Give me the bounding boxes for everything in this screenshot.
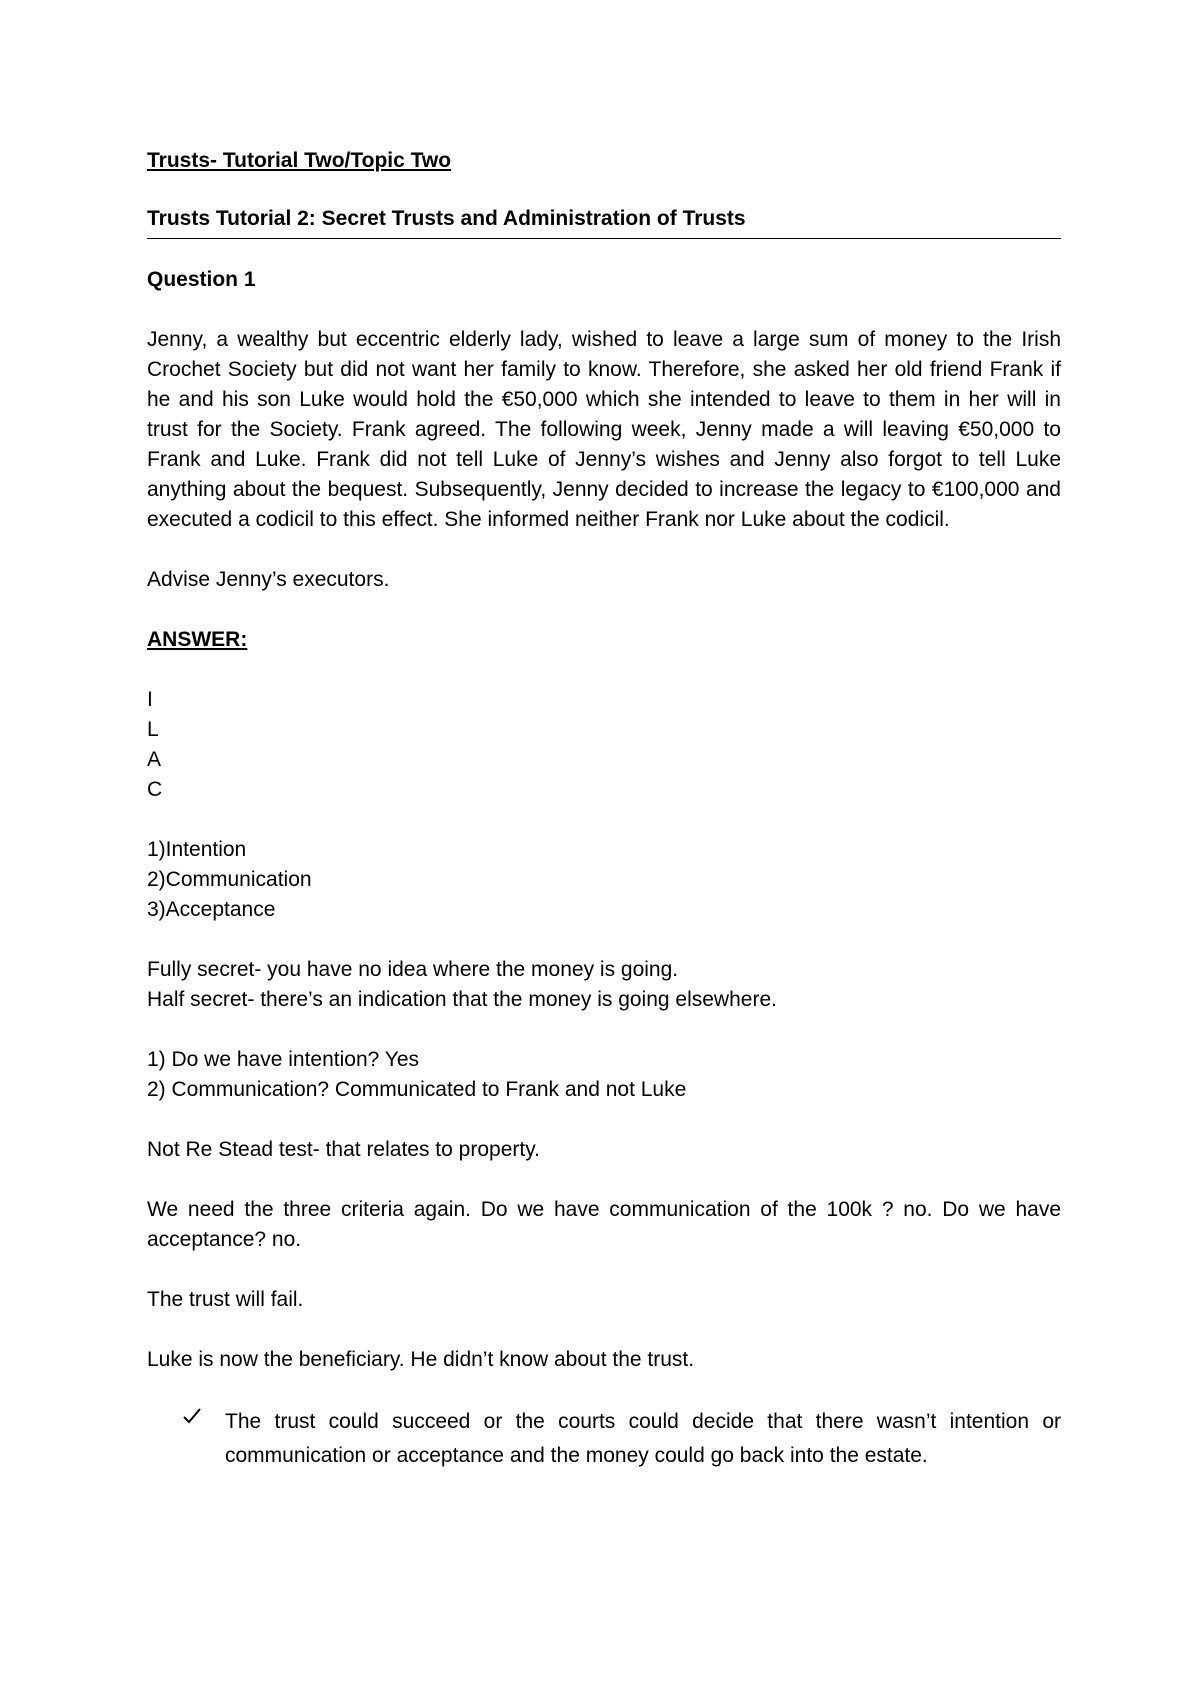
ilac-item: C — [147, 778, 163, 801]
analysis-line: 2) Communication? Communicated to Frank and not Luke — [147, 1078, 687, 1101]
trust-fail-text: The trust will fail. — [147, 1288, 304, 1311]
document-content — [147, 146, 1061, 1473]
conclusion-text: The trust could succeed or the courts could decide that there wasn’t intention or communication or acceptance and the money could go back into the estate. — [225, 1410, 1061, 1467]
document-title: Trusts- Tutorial Two/Topic Two — [147, 149, 452, 172]
re-stead-note: Not Re Stead test- that relates to property. — [147, 1138, 540, 1161]
criteria-item: 1)Intention — [147, 838, 247, 861]
criteria-list — [147, 835, 1061, 925]
luke-note: Luke is now the beneficiary. He didn’t know about the trust. — [147, 1348, 695, 1371]
ilac-item: I — [147, 688, 153, 711]
question-body: Jenny, a wealthy but eccentric elderly lady, wished to leave a large sum of money to the Irish Crochet Society but did not want her family to know. Therefore, she asked her old friend Frank if he and his son Luke would hold the €50,000 which she intended to leave to them in her will in trust for the Society. Frank agreed. The following week, Jenny made a will leaving €50,000 to Frank and Luke. Frank did not tell Luke of Jenny’s wishes and Jenny also forgot to tell Luke anything about the bequest. Subsequently, Jenny decided to increase the legacy to €100,000 and executed a codicil to this effect. She informed neither Frank nor Luke about the codicil. — [147, 328, 1061, 531]
fully-secret-text: Fully secret- you have no idea where the money is going. — [147, 958, 679, 981]
criteria-again-text: We need the three criteria again. Do we have communication of the 100k ? no. Do we have acceptance? no. — [147, 1198, 1061, 1251]
check-icon — [147, 1405, 221, 1473]
ilac-list — [147, 685, 1061, 805]
conclusion-item — [147, 1405, 1061, 1473]
instruction-text: Advise Jenny’s executors. — [147, 568, 390, 591]
half-secret-text: Half secret- there’s an indication that the money is going elsewhere. — [147, 988, 777, 1011]
criteria-item: 2)Communication — [147, 868, 312, 891]
ilac-item: L — [147, 718, 159, 741]
question-heading: Question 1 — [147, 268, 256, 291]
analysis-line: 1) Do we have intention? Yes — [147, 1048, 420, 1071]
criteria-item: 3)Acceptance — [147, 898, 276, 921]
ilac-item: A — [147, 748, 162, 771]
answer-heading: ANSWER: — [147, 628, 248, 651]
document-subtitle: Trusts Tutorial 2: Secret Trusts and Administration of Trusts — [147, 207, 746, 230]
